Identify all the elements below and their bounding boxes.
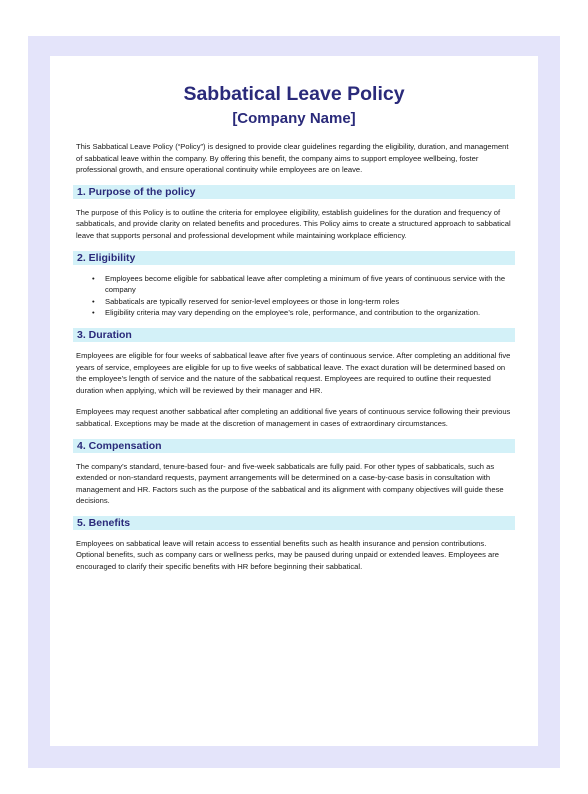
list-item-text: Eligibility criteria may vary depending on the employee’s role, performance, and contribution to the organization.: [105, 308, 481, 318]
section-paragraph: Employees may request another sabbatical after completing an additional five years of continuous service following their previous sabbatical. Exceptions may be made at the discretion of management in cases of extraordinary circumstances.: [76, 407, 511, 428]
bullet-icon: •: [92, 308, 95, 318]
document-title: Sabbatical Leave Policy: [183, 83, 405, 105]
section-benefits: [76, 516, 512, 573]
section-paragraph: Employees on sabbatical leave will retain access to essential benefits such as health insurance and pension contributions. Optional benefits, such as company cars or wellness perks, may be paused during unpaid or extended leaves. Employees are encouraged to clarify their specific benefits with HR before beginning their sabbatical.: [76, 538, 499, 572]
list-item: [92, 296, 512, 308]
section-paragraph: Employees are eligible for four weeks of sabbatical leave after five years of continuous service. After completing an additional five years of service, employees are eligible for up to five weeks of sabbatical leave. The exact duration will be determined based on the employee’s length of service and the nature of the sabbatical request. Employees are required to outline their requested duration when applying, which will be reviewed by their manager and HR.: [76, 350, 511, 395]
section-heading: 3. Duration: [73, 328, 515, 342]
section-purpose: [76, 185, 512, 242]
section-paragraph: The purpose of this Policy is to outline the criteria for employee eligibility, establish guidelines for the duration and frequency of sabbaticals, and provide clarity on related benefits and procedures. This Policy aims to create a structured approach to sabbatical leave that supports personal and professional development while maintaining workplace efficiency.: [76, 207, 511, 240]
company-name-placeholder: [Company Name]: [232, 110, 356, 127]
section-heading: 5. Benefits: [73, 516, 515, 530]
section-duration: [76, 328, 512, 430]
section-compensation: [76, 439, 512, 507]
section-paragraph: The company’s standard, tenure-based four- and five-week sabbaticals are fully paid. For other types of sabbaticals, such as extended or non-standard requests, payment arrangements will be determined on a case-by-case basis in consultation with management and HR. Factors such as the purpose of the sabbatical and its alignment with company objectives will guide these decisions.: [76, 461, 504, 506]
section-heading: 1. Purpose of the policy: [73, 185, 515, 199]
section-heading: 2. Eligibility: [73, 251, 515, 265]
list-item-text: Sabbaticals are typically reserved for senior-level employees or those in long-term roles: [105, 296, 400, 306]
document-page: [50, 56, 538, 746]
intro-paragraph: This Sabbatical Leave Policy (“Policy”) is designed to provide clear guidelines regarding the eligibility, duration, and management of sabbatical leave within the company. By offering this benefit, the company aims to support employee wellbeing, foster professional growth, and ensure operational continuity while employees are on leave.: [76, 142, 509, 175]
bullet-icon: •: [92, 296, 95, 306]
eligibility-list: [76, 273, 512, 319]
section-heading: 4. Compensation: [73, 439, 515, 453]
bullet-icon: •: [92, 273, 95, 283]
section-eligibility: [76, 251, 512, 319]
list-item-text: Employees become eligible for sabbatical leave after completing a minimum of five years of continuous service with the company: [105, 273, 506, 295]
list-item: [92, 307, 512, 319]
list-item: [92, 273, 512, 296]
